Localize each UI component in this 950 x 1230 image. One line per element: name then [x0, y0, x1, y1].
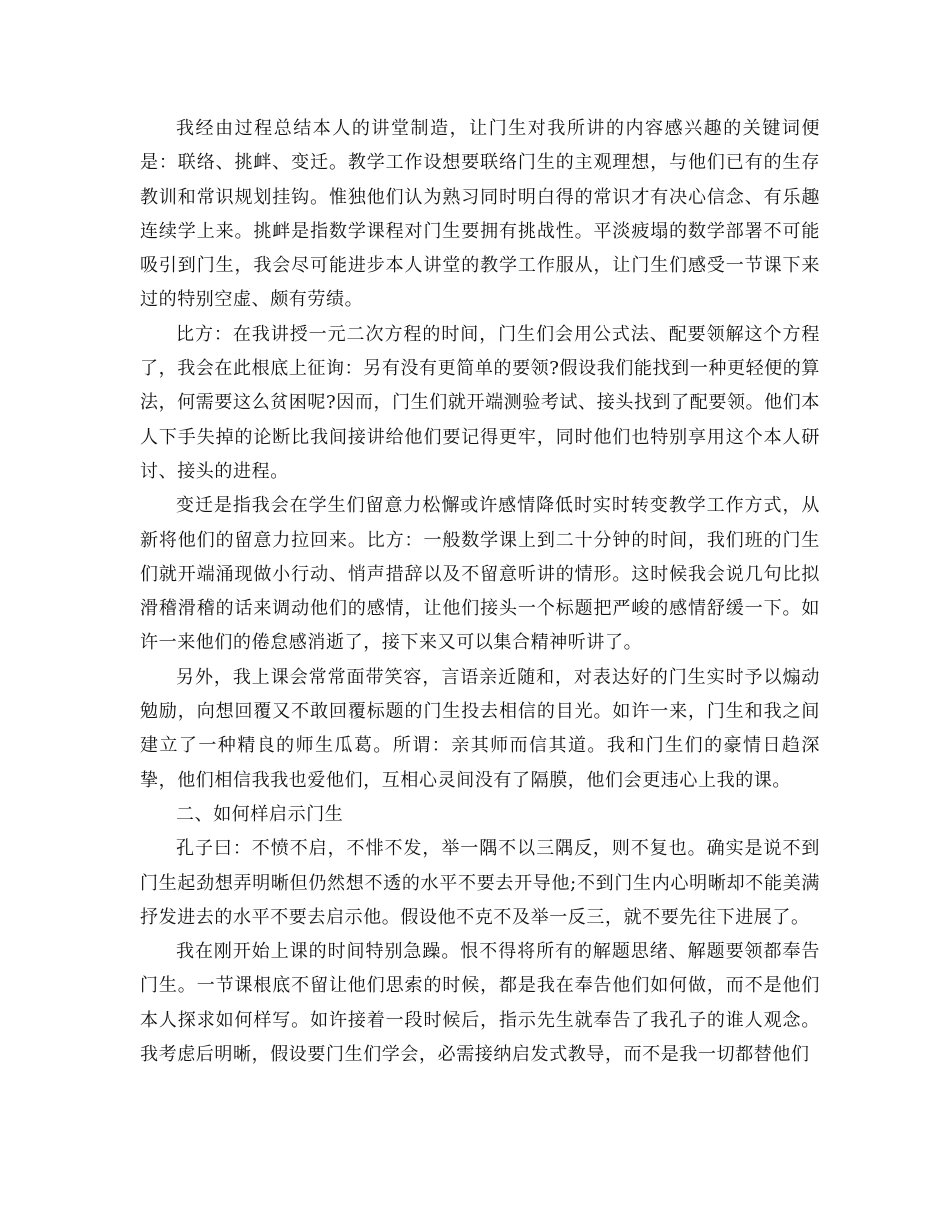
paragraph-2: 比方：在我讲授一元二次方程的时间，门生们会用公式法、配要领解这个方程了，我会在此根底上征询：另有没有更简单的要领?假设我们能找到一种更轻便的算法，何需要这么贫困呢?因而，门生们就开端测验考试、接头找到了配要领。他们本人下手失掉的论断比我间接讲给他们要记得更牢，同时他们也特别享用这个本人研讨、接头的进程。 [140, 323, 820, 482]
paragraph-3: 变迁是指我会在学生们留意力松懈或许感情降低时实时转变教学工作方式，从新将他们的留意力拉回来。比方：一般数学课上到二十分钟的时间，我们班的门生们就开端涌现做小行动、悄声措辞以及不留意听讲的情形。这时候我会说几句比拟滑稽滑稽的话来调动他们的感情，让他们接头一个标题把严峻的感情舒缓一下。如许一来他们的倦怠感消逝了，接下来又可以集合精神听讲了。 [140, 495, 820, 654]
paragraph-1: 我经由过程总结本人的讲堂制造，让门生对我所讲的内容感兴趣的关键词便是：联络、挑衅、变迁。教学工作设想要联络门生的主观理想，与他们已有的生存教训和常识规划挂钩。惟独他们认为熟习同时明白得的常识才有决心信念、有乐趣连续学上来。挑衅是指数学课程对门生要拥有挑战性。平淡疲塌的数学部署不可能吸引到门生，我会尽可能进步本人讲堂的教学工作服从，让门生们感受一节课下来过的特别空虚、颇有劳绩。 [140, 118, 820, 311]
paragraph-6: 我在刚开始上课的时间特别急躁。恨不得将所有的解题思绪、解题要领都奉告门生。一节课根底不留让他们思索的时候，都是我在奉告他们如何做，而不是他们本人探求如何样写。如许接着一段时候后，指示先生就奉告了我孔子的谁人观念。我考虑后明晰，假设要门生们学会，必需接纳启发式教导，而不是我一切都替他们 [140, 941, 820, 1066]
document-body [140, 112, 820, 1072]
section-heading: 二、如何样启示门生 [176, 803, 344, 825]
paragraph-4: 另外，我上课会常常面带笑容，言语亲近随和，对表达好的门生实时予以煽动勉励，向想回覆又不敢回覆标题的门生投去相信的目光。如许一来，门生和我之间建立了一种精良的师生瓜葛。所谓：亲其师而信其道。我和门生们的豪情日趋深挚，他们相信我我也爱他们，互相心灵间没有了隔膜，他们会更违心上我的课。 [140, 666, 820, 791]
paragraph-5: 孔子曰：不愤不启，不悱不发，举一隅不以三隅反，则不复也。确实是说不到门生起劲想弄明晰但仍然想不透的水平不要去开导他;不到门生内心明晰却不能美满抒发进去的水平不要去启示他。假设他不克不及举一反三，就不要先往下进展了。 [140, 838, 820, 928]
